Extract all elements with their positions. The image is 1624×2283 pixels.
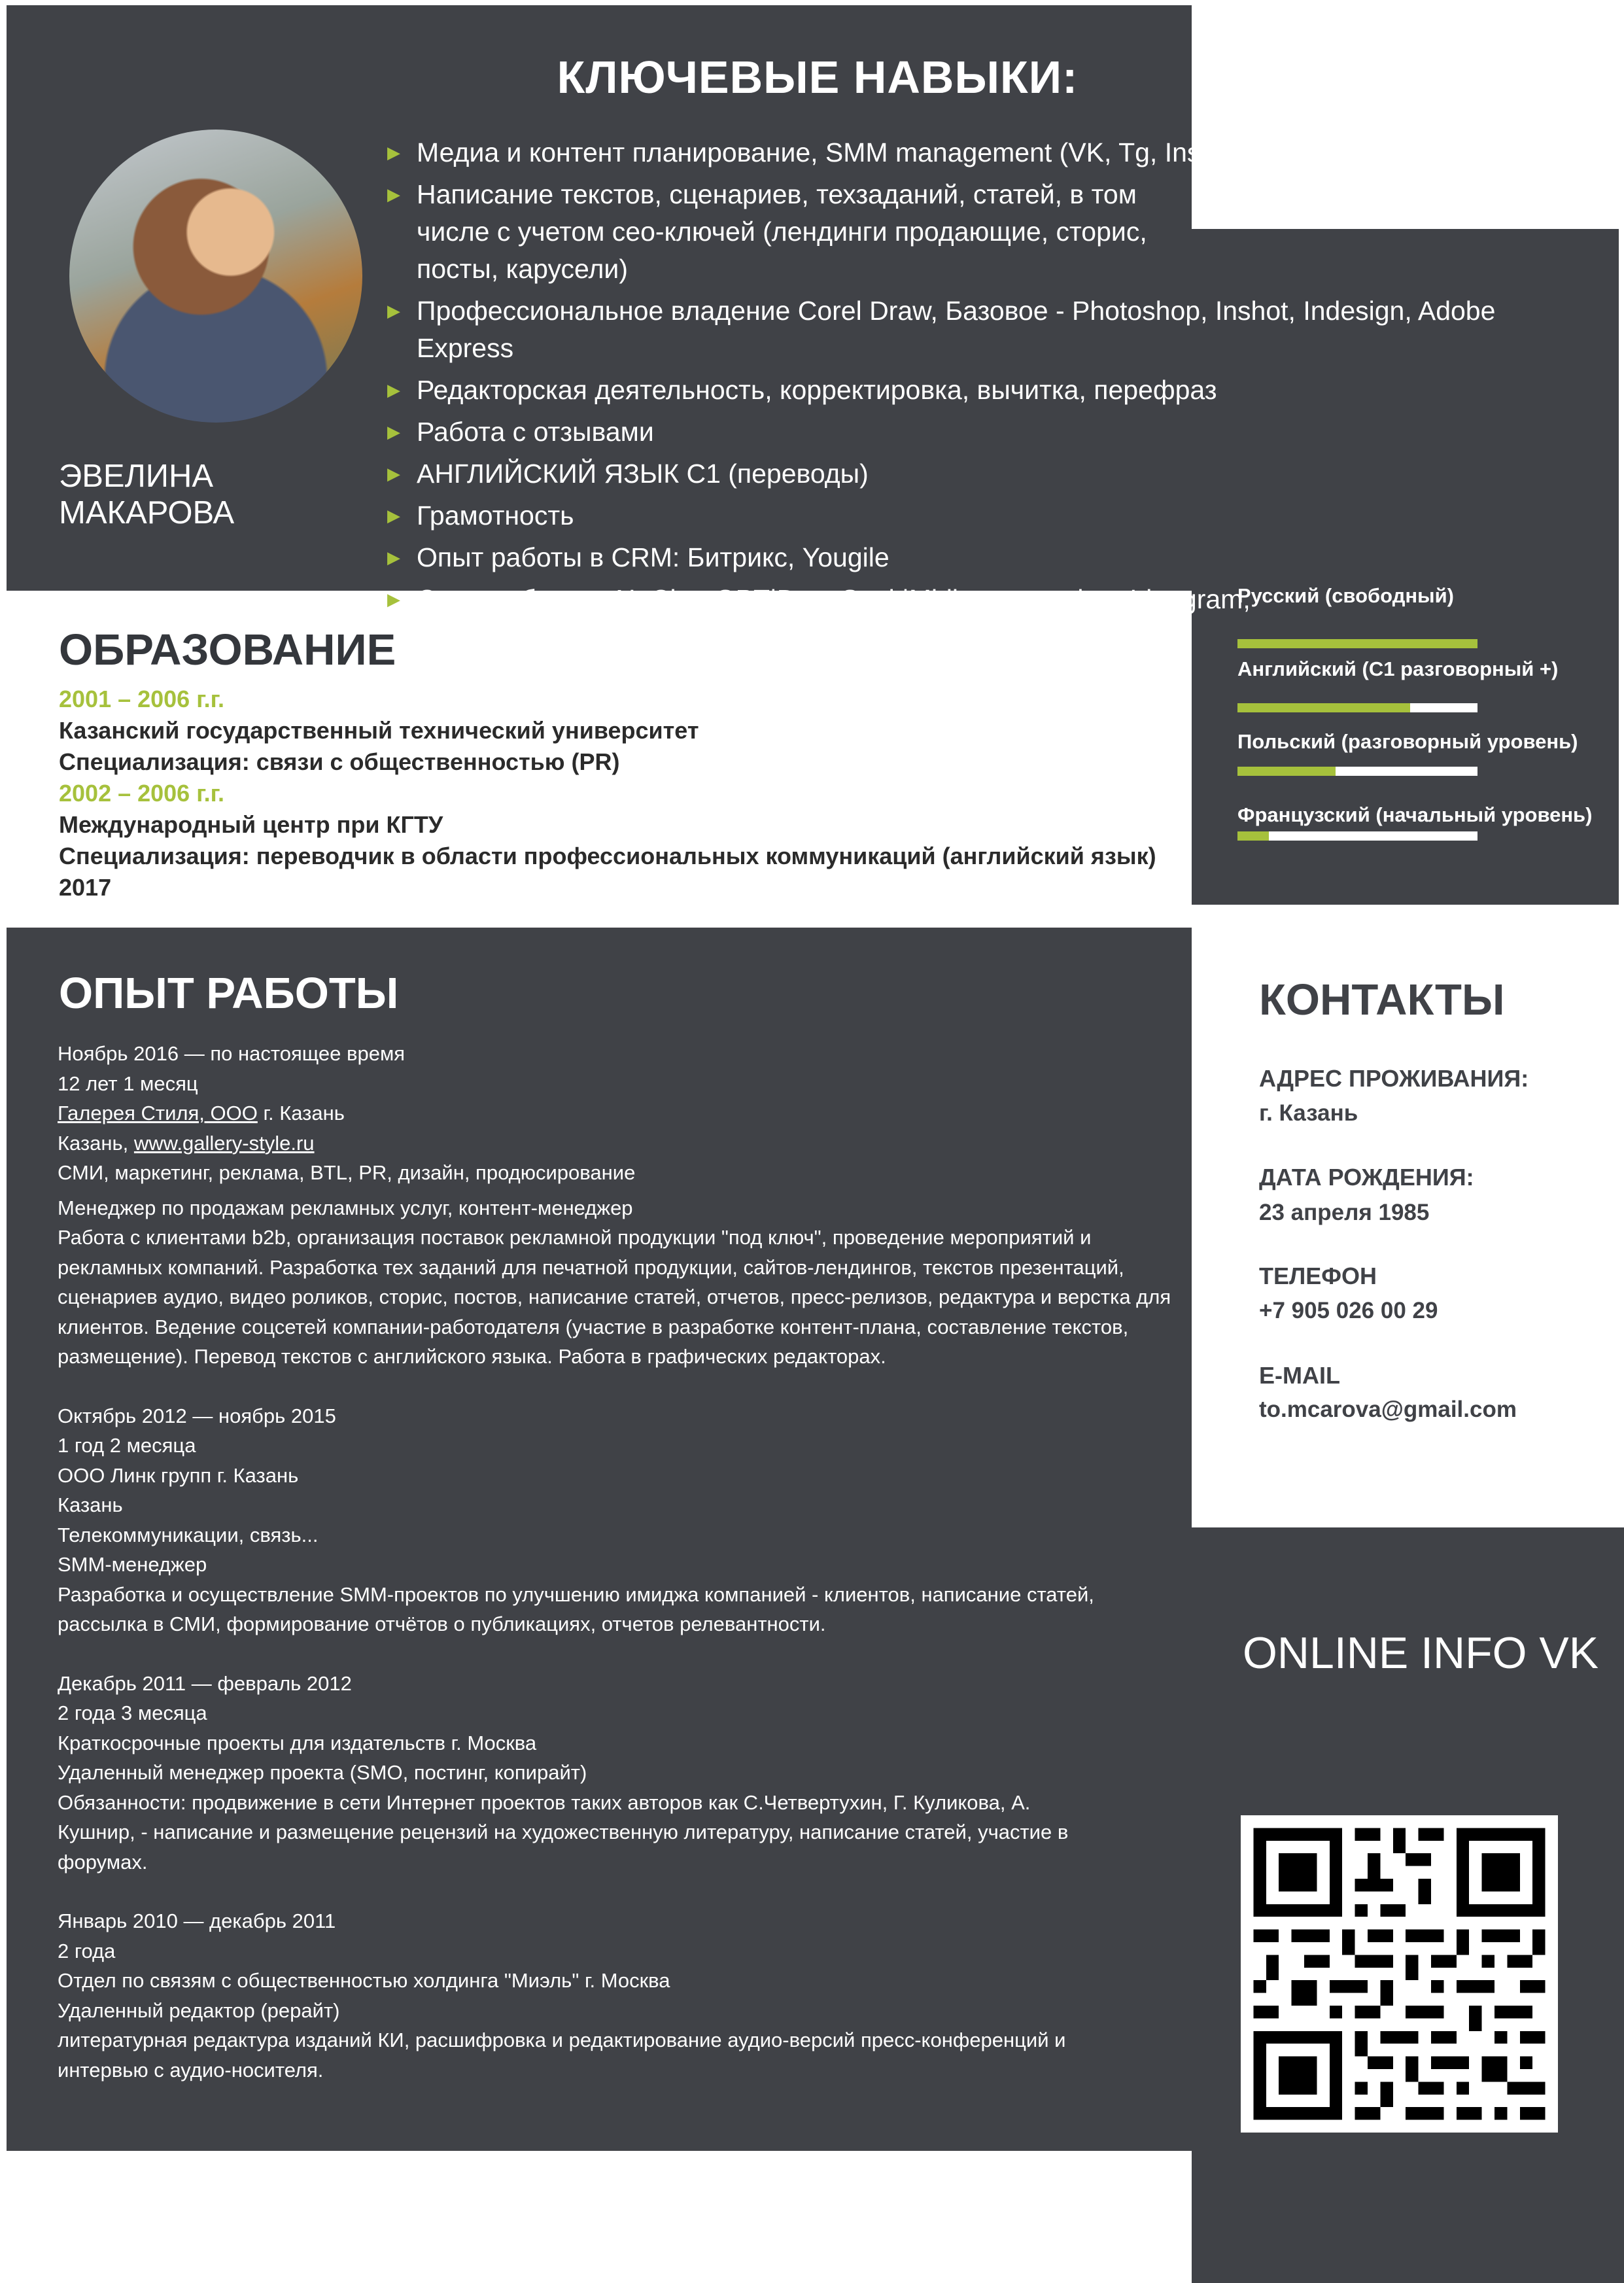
email-value[interactable]: to.mcarova@gmail.com	[1259, 1397, 1517, 1422]
job-position: Удаленный редактор (рерайт)	[58, 1998, 340, 2022]
job-industry: Телекоммуникации, связь...	[58, 1523, 319, 1546]
triangle-bullet-icon: ▶	[387, 589, 400, 609]
site-city: Казань,	[58, 1131, 134, 1155]
phone-value[interactable]: +7 905 026 00 29	[1259, 1298, 1438, 1323]
triangle-bullet-icon: ▶	[387, 506, 400, 525]
triangle-bullet-icon: ▶	[387, 422, 400, 442]
language-bar-fill	[1237, 639, 1477, 648]
job-position: Удаленный менеджер проекта (SMO, постинг, копирайт)	[58, 1761, 587, 1784]
language-bar-french	[1237, 831, 1477, 841]
language-label-polish: Польский (разговорный уровень)	[1237, 730, 1578, 753]
skill-text: Профессиональное владение Corel Draw, Базовое - Photoshop, Inshot, Indesign, Adobe Express	[417, 296, 1496, 363]
job-description: литературная редактура изданий КИ, расшифровка и редактирование аудио-версий пресс-конференций и интервью с аудио-носителя.	[58, 2029, 1066, 2082]
skill-item	[387, 292, 1512, 367]
website-link[interactable]: www.gallery-style.ru	[133, 1131, 315, 1155]
skill-item	[387, 539, 1512, 576]
skill-text: Опыт работы с AI: Chat GPT|DeepSeek|Midjourney tg bot, Ideogram,	[417, 584, 1251, 614]
job-duration: 2 года 3 месяца	[58, 1701, 207, 1724]
job-entry	[58, 1669, 1183, 1877]
skills-list	[387, 134, 1512, 623]
job-city: Казань	[58, 1493, 123, 1516]
address-label: АДРЕС ПРОЖИВАНИЯ:	[1259, 1065, 1529, 1092]
company-city: г. Казань	[257, 1102, 345, 1124]
skill-item	[387, 497, 1512, 534]
skill-text: Редакторская деятельность, корректировка, вычитка, перефраз	[417, 375, 1217, 405]
job-industry: СМИ, маркетинг, реклама, BTL, PR, дизайн, продюсирование	[58, 1161, 636, 1184]
education-specialization: Специализация: связи с общественностью (PR)	[59, 748, 620, 775]
profile-photo	[69, 130, 362, 423]
job-company: Отдел по связям с общественностью холдинга "Миэль" г. Москва	[58, 1969, 670, 1992]
triangle-bullet-icon: ▶	[387, 184, 400, 204]
company-link[interactable]: Галерея Стиля, ООО	[58, 1102, 258, 1124]
address-value: г. Казань	[1259, 1100, 1358, 1126]
job-company: Краткосрочные проекты для издательств г. Москва	[58, 1731, 537, 1754]
language-label-french: Французский (начальный уровень)	[1237, 803, 1593, 826]
language-label-english: Английский (С1 разговорный +)	[1237, 657, 1559, 680]
job-company: ООО Линк групп г. Казань	[58, 1463, 299, 1487]
job-company-line	[58, 1098, 1183, 1128]
contacts-title: КОНТАКТЫ	[1259, 975, 1505, 1024]
birth-value: 23 апреля 1985	[1259, 1200, 1430, 1225]
language-bar-fill	[1237, 831, 1269, 841]
job-entry	[58, 1906, 1183, 2085]
job-duration: 1 год 2 месяца	[58, 1434, 196, 1457]
language-bar-fill	[1237, 767, 1336, 776]
education-extra: 2017	[59, 874, 112, 901]
language-bar-english	[1237, 703, 1477, 712]
skill-text: Медиа и контент планирование, SMM management (VK, Tg, Instagram)	[417, 137, 1293, 167]
qr-code[interactable]	[1241, 1815, 1558, 2133]
job-entry	[58, 1039, 1183, 1372]
skill-item	[387, 176, 1208, 288]
experience-body	[58, 1039, 1183, 2114]
experience-title: ОПЫТ РАБОТЫ	[59, 969, 399, 1018]
job-period: Январь 2010 — декабрь 2011	[58, 1909, 336, 1932]
language-label-russian: Русский (свободный)	[1237, 584, 1454, 607]
skill-item	[387, 455, 1512, 493]
triangle-bullet-icon: ▶	[387, 380, 400, 400]
skill-text: АНГЛИЙСКИЙ ЯЗЫК С1 (переводы)	[417, 459, 869, 489]
education-years: 2002 – 2006 г.г.	[59, 780, 224, 807]
education-title: ОБРАЗОВАНИЕ	[59, 625, 396, 674]
job-description: Работа с клиентами b2b, организация поставок рекламной продукции "под ключ", проведение мероприятий и рекламных компаний. Разработка тех заданий для печатной продукции, сайтов-лендингов, текстов презентаций, сценариев аудио, видео роликов, сторис, постов, написание статей, отчетов, пресс-релизов, редактура и верстка для клиентов. Ведение соцсетей компании-работодателя (участие в разработке контент-плана, составление текстов, размещение). Перевод текстов с английского языка. Работа в графических редакторах.	[58, 1226, 1171, 1368]
triangle-bullet-icon: ▶	[387, 143, 400, 162]
education-body	[59, 684, 1171, 903]
job-entry	[58, 1401, 1183, 1639]
education-specialization: Специализация: переводчик в области профессиональных коммуникаций (английский язык)	[59, 843, 1156, 869]
qr-code-icon	[1241, 1815, 1558, 2133]
skill-item	[387, 372, 1512, 409]
job-position: SMM-менеджер	[58, 1553, 207, 1576]
job-site-line	[58, 1128, 1183, 1159]
job-description: Разработка и осуществление SMM-проектов по улучшению имиджа компанией - клиентов, написание статей, рассылка в СМИ, формирование отчётов о публикациях, отчетов релевантности.	[58, 1582, 1094, 1635]
language-bar-fill	[1237, 703, 1410, 712]
profile-name: ЭВЕЛИНА МАКАРОВА	[59, 459, 235, 531]
skill-text: Написание текстов, сценариев, техзаданий, статей, в том числе с учетом сео-ключей (лендинги продающие, сторис, посты, карусели)	[417, 179, 1147, 284]
education-school: Международный центр при КГТУ	[59, 811, 443, 838]
triangle-bullet-icon: ▶	[387, 301, 400, 321]
skill-text: Работа с отзывами	[417, 417, 654, 447]
job-period: Октябрь 2012 — ноябрь 2015	[58, 1404, 336, 1427]
job-period: Декабрь 2011 — февраль 2012	[58, 1671, 352, 1695]
job-description: Обязанности: продвижение в сети Интернет проектов таких авторов как С.Четвертухин, Г. Куликова, А. Кушнир, - написание и размещение рецензий на художественную литературу, написание статей, участие в форумах.	[58, 1790, 1069, 1873]
triangle-bullet-icon: ▶	[387, 464, 400, 483]
job-period: Ноябрь 2016 — по настоящее время	[58, 1042, 406, 1065]
email-label: E-MAIL	[1259, 1362, 1340, 1389]
job-position: Менеджер по продажам рекламных услуг, контент-менеджер	[58, 1196, 633, 1219]
skills-title: КЛЮЧЕВЫЕ НАВЫКИ:	[557, 52, 1079, 103]
birth-label: ДАТА РОЖДЕНИЯ:	[1259, 1164, 1474, 1191]
education-school: Казанский государственный технический университет	[59, 717, 699, 744]
skill-item	[387, 134, 1512, 171]
language-bar-polish	[1237, 767, 1477, 776]
job-duration: 2 года	[58, 1939, 116, 1962]
skill-item	[387, 413, 1512, 451]
language-bar-russian	[1237, 639, 1477, 648]
skill-text: Грамотность	[417, 500, 574, 531]
skill-text: Опыт работы в CRM: Битрикс, Yougile	[417, 542, 890, 572]
job-duration: 12 лет 1 месяц	[58, 1072, 198, 1095]
vk-title: ONLINE INFO VK	[1243, 1628, 1599, 1678]
education-years: 2001 – 2006 г.г.	[59, 686, 224, 712]
triangle-bullet-icon: ▶	[387, 548, 400, 567]
phone-label: ТЕЛЕФОН	[1259, 1263, 1377, 1289]
